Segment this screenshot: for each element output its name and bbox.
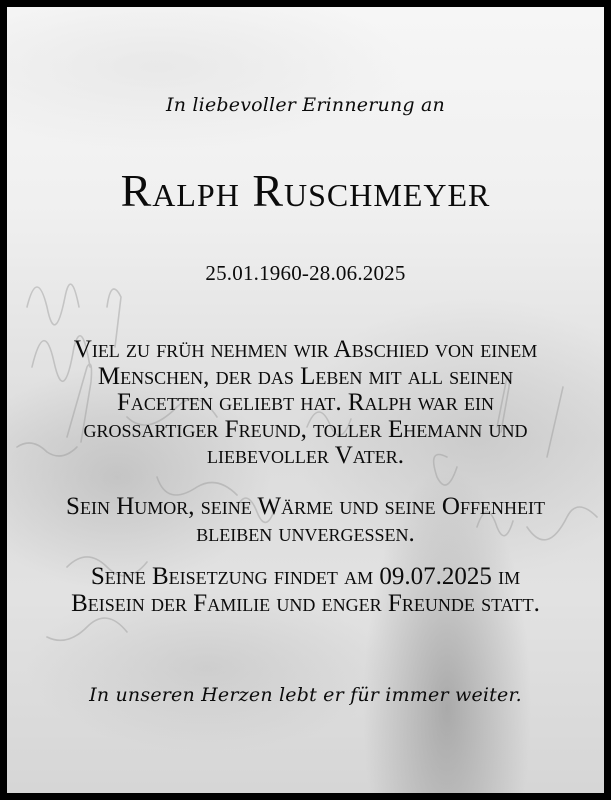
tribute-line: Facetten geliebt hat. Ralph war ein [116,389,495,416]
closing-line: In unseren Herzen lebt er für immer weiter. [89,684,522,706]
remembrance-line: bleiben unvergessen. [196,519,415,547]
deceased-name: Ralph Ruschmeyer [120,165,491,216]
memorial-content [7,7,604,793]
funeral-info-paragraph [7,564,604,617]
funeral-info-line: Beisein der Familie und enger Freunde statt. [71,589,540,617]
tribute-paragraph [7,337,604,470]
memorial-card [7,7,604,793]
intro-line: In liebevoller Erinnerung an [166,94,445,116]
tribute-line: Menschen, der das Leben mit all seinen [97,362,514,390]
funeral-info-line: Seine Beisetzung findet am 09.07.2025 im [90,563,521,590]
tribute-line: großartiger Freund, toller Ehemann und [83,415,528,443]
tribute-line: liebevoller Vater. [206,442,405,469]
remembrance-line: Sein Humor, seine Wärme und seine Offenheit [66,493,545,520]
remembrance-paragraph [7,494,604,547]
life-dates: 25.01.1960-28.06.2025 [205,261,406,285]
tribute-line: Viel zu früh nehmen wir Abschied von einem [73,336,538,363]
